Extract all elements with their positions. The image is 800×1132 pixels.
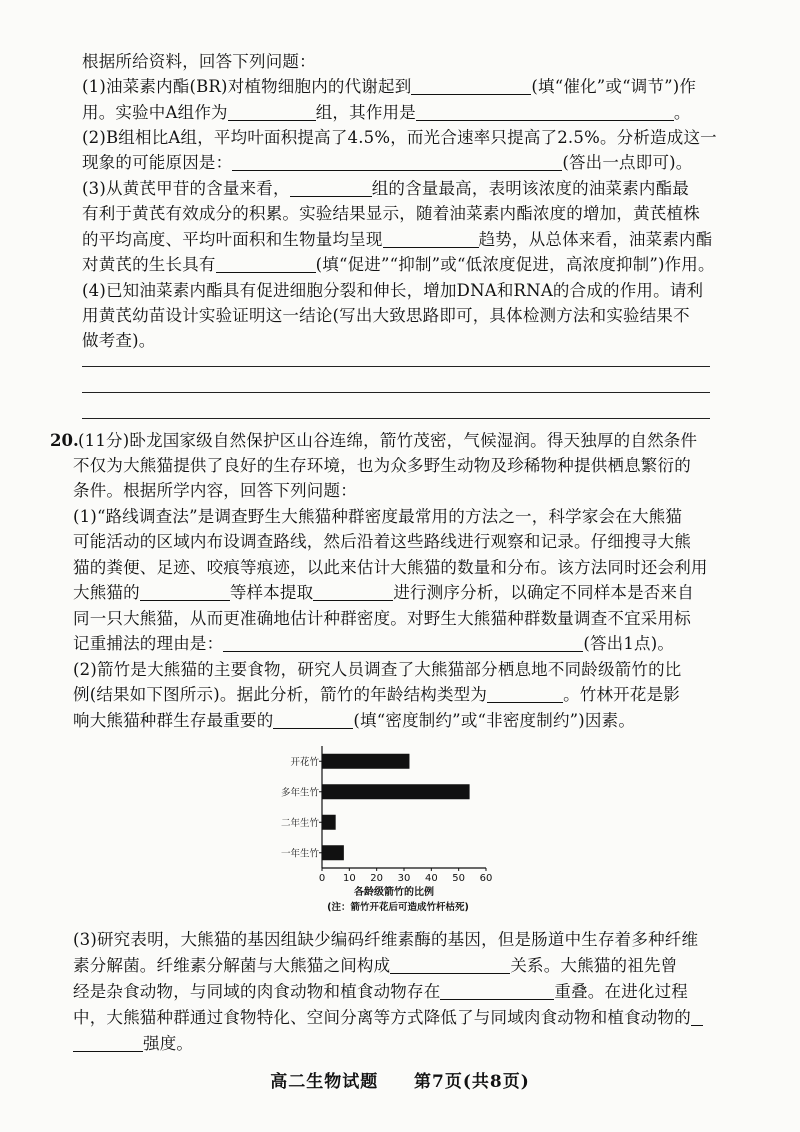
bar-0 [322,754,409,769]
answer-blank-q20-1b[interactable] [313,582,393,601]
text: 的平均高度、平均叶面积和生物量均呈现 [82,230,383,249]
answer-blank-q19-3a[interactable] [290,178,372,197]
answer-blank-q20-2a[interactable] [487,684,563,703]
text: (填“催化”或“调节”)作 [531,77,697,96]
text: 重叠。在进化过程 [554,982,689,1001]
footer-page-number: 第7页(共8页) [414,1072,530,1092]
q19-part3-line4 [82,253,722,277]
text: 素分解菌。纤维素分解菌与大熊猫之间构成 [73,956,391,975]
q20-part1-line2 [73,530,713,554]
q20-part3-line3 [73,980,713,1004]
text: 做考查)。 [82,331,156,350]
q19-part1-line1 [82,75,722,99]
category-label-2: 二年生竹 [280,817,319,829]
text: 。 [673,103,691,122]
answer-blank-q19-3c[interactable] [216,254,316,273]
text: 关系。大熊猫的祖先曾 [510,956,678,975]
text: (4)已知油菜素内酯具有促进细胞分裂和伸长，增加DNA和RNA的合成的作用。请利 [82,281,704,300]
x-tick-label-5: 50 [452,873,466,884]
text: 猫的粪便、足迹、咬痕等痕迹，以此来估计大熊猫的数量和分布。该方法同时还会利用 [73,558,708,577]
x-tick-label-4: 40 [424,873,438,884]
answer-blank-q20-3c-start[interactable] [691,1007,703,1026]
text: (2)箭竹是大熊猫的主要食物，研究人员调查了大熊猫部分栖息地不同龄级箭竹的比 [73,660,682,679]
answer-line-1[interactable] [82,366,710,367]
q19-part3-line1 [82,177,722,201]
x-tick-label-2: 20 [370,873,384,884]
page-footer [0,1067,800,1092]
answer-blank-q20-3a[interactable] [390,955,510,974]
q20-part3-line4 [73,1006,713,1030]
q19-part4-line2 [82,304,722,328]
category-label-1: 多年生竹 [280,787,319,799]
text: 进行测序分析，以确定不同样本是否来自 [393,583,694,602]
text: 。竹林开花是影 [563,685,680,704]
text: (填“密度制约”或“非密度制约”)因素。 [353,711,636,730]
q20-part3-line5 [73,1032,713,1056]
answer-blank-q19-1b[interactable] [228,102,316,121]
text: (3)从黄芪甲苷的含量来看， [82,179,290,198]
q20-part1-line1 [73,505,713,529]
text: 响大熊猫种群生存最重要的 [73,711,274,730]
answer-blank-q19-1c[interactable] [416,102,674,121]
answer-blank-q20-2b[interactable] [273,710,353,729]
answer-blank-q19-3b[interactable] [383,229,479,248]
text: (3)研究表明，大熊猫的基因组缺少编码纤维素酶的基因，但是肠道中生存着多种纤维 [73,930,699,949]
text: 大熊猫的 [73,583,140,602]
text: (11分)卧龙国家级自然保护区山谷连绵，箭竹茂密，气候湿润。得天独厚的自然条件 [78,431,698,450]
answer-blank-q20-3b[interactable] [440,981,554,1000]
q20-part1-line4 [73,581,713,605]
text: 组，其作用是 [315,103,416,122]
answer-blank-q20-3c[interactable] [73,1033,143,1052]
text: 用黄芪幼苗设计实验证明这一结论(写出大致思路即可，具体检测方法和实验结果不 [82,306,690,325]
text: (填“促进”“抑制”或“低浓度促进，高浓度抑制”)作用。 [315,255,715,274]
q20-part1-line5 [73,607,713,631]
text: 现象的可能原因是： [82,153,233,172]
text: (答出一点即可)。 [562,153,693,172]
text: (答出1点)。 [583,634,675,653]
q19-part2-line1 [82,126,722,150]
text: 趋势，从总体来看，油菜素内酯 [478,230,713,249]
q20-part2-line2 [73,683,713,707]
intro-line [82,50,722,74]
text: 强度。 [143,1034,194,1053]
text: (2)B组相比A组，平均叶面积提高了4.5%，而光合速率只提高了2.5%。分析造成这一 [82,128,717,147]
q19-part1-line2 [82,101,722,125]
answer-blank-q19-2[interactable] [232,152,562,171]
answer-line-2[interactable] [82,392,710,393]
text: 可能活动的区域内布设调查路线，然后沿着这些路线进行观察和记录。仔细搜寻大熊 [73,532,691,551]
q20-part2-line3 [73,709,713,733]
q19-part2-line2 [82,151,722,175]
bar-2 [322,815,336,830]
q20-part1-line6 [73,632,713,656]
q20-line3 [73,479,713,503]
text: 例(结果如下图所示)。据此分析，箭竹的年龄结构类型为 [73,685,488,704]
text: 经是杂食动物，与同域的肉食动物和植食动物存在 [73,982,441,1001]
x-tick-label-0: 0 [318,873,326,884]
q20-line1 [78,429,718,453]
text: 用。实验中A组作为 [82,103,228,122]
q20-part3-line2 [73,954,713,978]
text: 有利于黄芪有效成分的积累。实验结果显示，随着油菜素内酯浓度的增加，黄芪植株 [82,204,700,223]
x-tick-label-6: 60 [479,873,493,884]
text: 中，大熊猫种群通过食物特化、空间分离等方式降低了与同域肉食动物和植食动物的 [73,1008,691,1027]
text: (1)油菜素内酯(BR)对植物细胞内的代谢起到 [82,77,412,96]
chart-bars [322,754,470,861]
chart-note: (注：箭竹开花后可造成竹杆枯死) [327,902,469,913]
answer-line-3[interactable] [82,418,710,419]
text: 条件。根据所学内容，回答下列问题： [73,481,357,500]
answer-blank-q20-1a[interactable] [140,582,230,601]
chart-category-labels [281,756,322,860]
bar-1 [322,784,470,799]
category-label-3: 一年生竹 [280,848,319,860]
text: 组的含量最高，表明该浓度的油菜素内酯最 [371,179,689,198]
chart-tick-labels [319,868,493,884]
q19-part3-line2 [82,202,722,226]
q20-part3-line1 [73,928,713,952]
q19-part4-line1 [82,279,722,303]
text: 不仅为大熊猫提供了良好的生存环境，也为众多野生动物及珍稀物种提供栖息繁衍的 [73,456,691,475]
answer-blank-q20-1c[interactable] [223,633,583,652]
q20-part1-line3 [73,556,713,580]
text: 对黄芪的生长具有 [82,255,216,274]
q20-part2-line1 [73,658,713,682]
x-tick-label-3: 30 [397,873,411,884]
text: 记重捕法的理由是： [73,634,224,653]
x-tick-label-1: 10 [342,873,356,884]
q19-part3-line3 [82,228,722,252]
category-label-0: 开花竹 [290,756,319,768]
chart-x-label: 各龄级箭竹的比例 [354,887,434,898]
answer-blank-q19-1a[interactable] [411,76,531,95]
footer-subject: 高二生物试题 [270,1072,379,1092]
q19-part4-line3 [82,329,722,353]
intro-text: 根据所给资料，回答下列问题： [82,52,316,71]
q20-line2 [73,454,713,478]
question-number: 20. [50,431,79,450]
text: 同一只大熊猫，从而更准确地估计种群密度。对野生大熊猫种群数量调查不宜采用标 [73,609,691,628]
bar-3 [322,845,344,860]
text: 等样本提取 [229,583,314,602]
text: (1)“路线调查法”是调查野生大熊猫种群密度最常用的方法之一，科学家会在大熊猫 [73,507,683,526]
bamboo-age-chart [260,742,520,922]
